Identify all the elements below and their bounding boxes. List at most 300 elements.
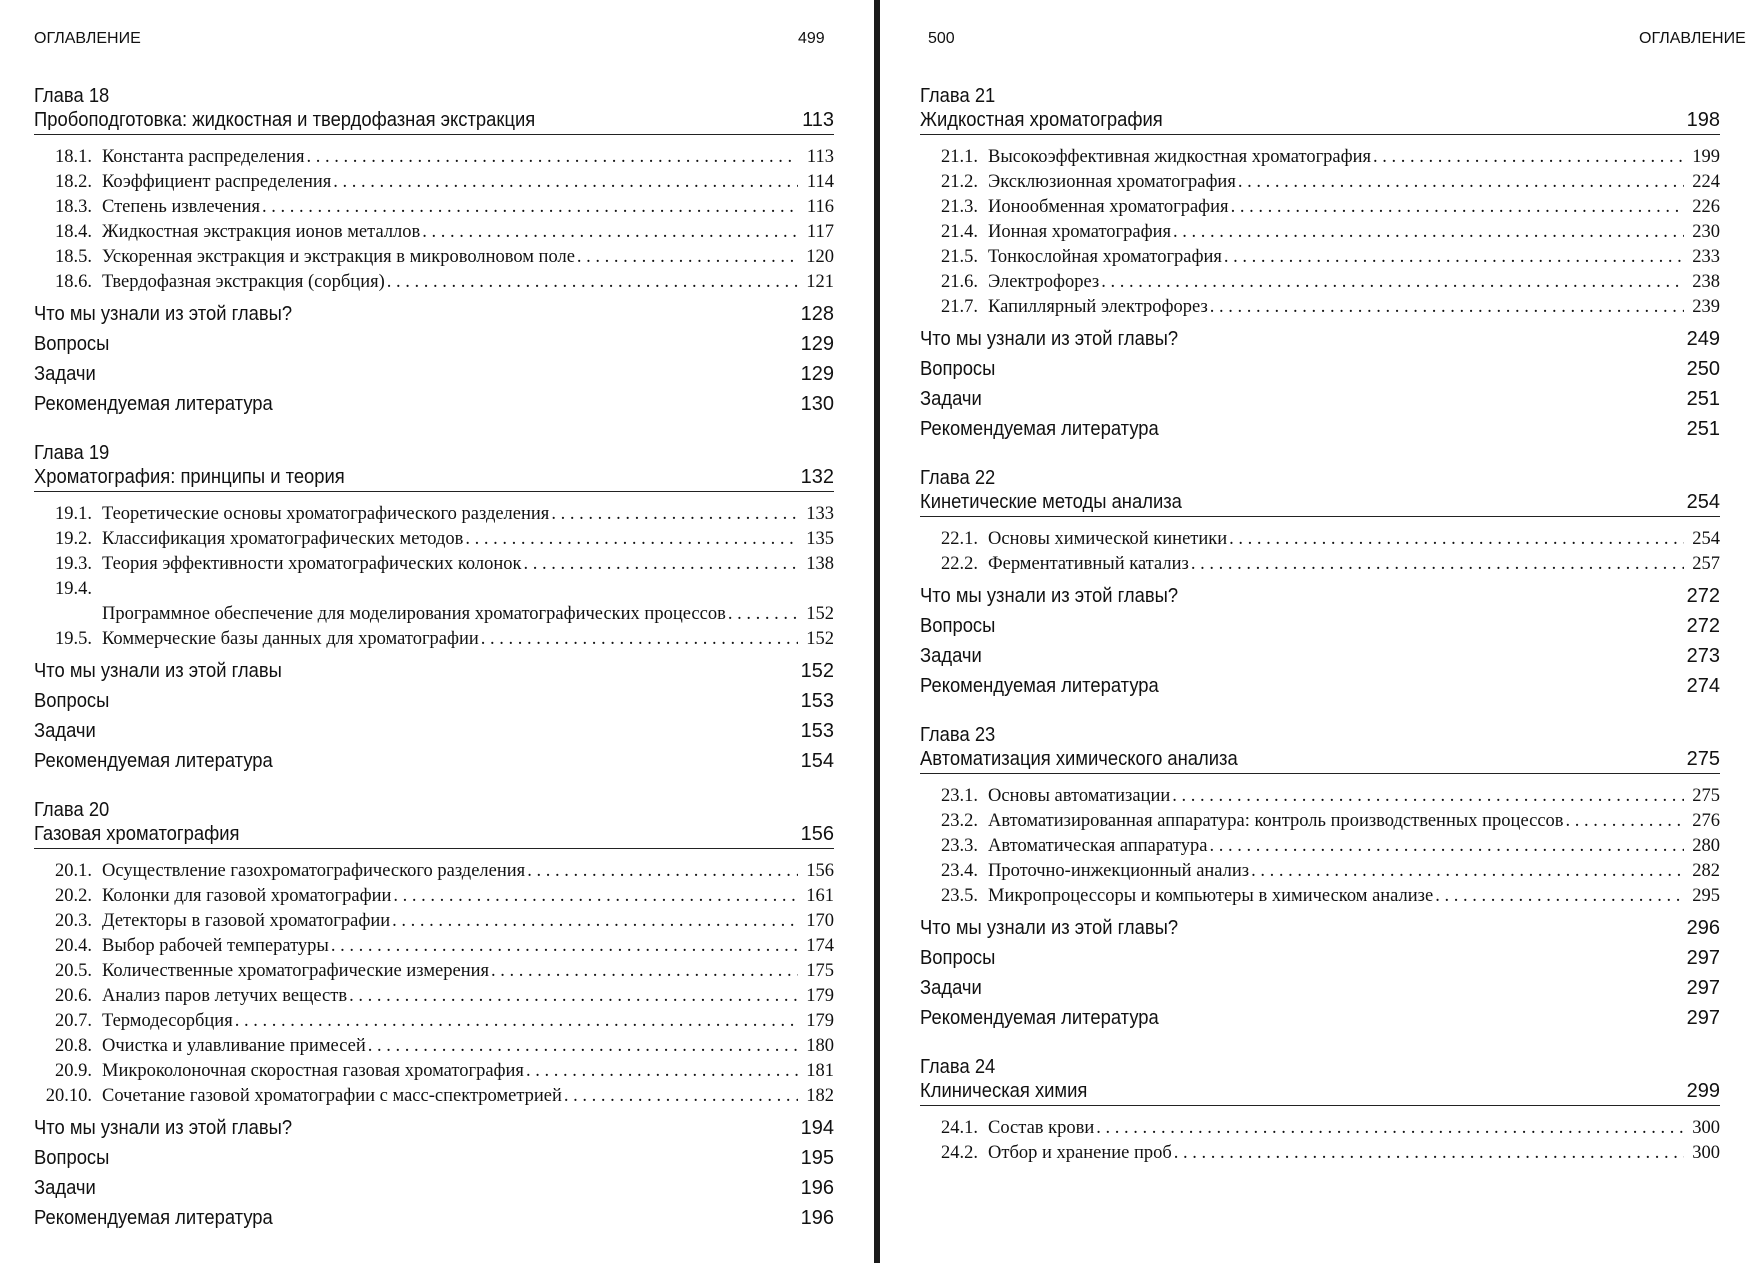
dot-leader (387, 270, 798, 295)
toc-entry[interactable] (34, 577, 834, 627)
toc-entry[interactable] (34, 1084, 834, 1109)
toc-entry[interactable] (920, 220, 1720, 245)
entry-title: Степень извлечения (102, 197, 260, 217)
extra-page: 128 (800, 303, 834, 325)
entry-page: 120 (806, 247, 834, 267)
chapter-heading[interactable] (920, 108, 1720, 135)
toc-chapter (34, 441, 834, 776)
entry-title: Капиллярный электрофорез (988, 297, 1208, 317)
dot-leader (728, 602, 798, 627)
extra-page: 196 (800, 1207, 834, 1229)
toc-entry[interactable] (34, 934, 834, 959)
entry-number: 20.7. (55, 1011, 92, 1031)
extra-title: Что мы узнали из этой главы? (34, 1117, 293, 1139)
chapter-extra-item[interactable] (920, 641, 1720, 671)
section-list (34, 502, 834, 652)
extra-page: 129 (800, 333, 834, 355)
toc-entry[interactable] (920, 552, 1720, 577)
chapter-page: 299 (1686, 1080, 1720, 1102)
toc-entry[interactable] (34, 884, 834, 909)
entry-title: Микропроцессоры и компьютеры в химическом анализе (988, 886, 1434, 906)
chapter-title: Клиническая химия (920, 1080, 1088, 1102)
entry-number: 20.6. (55, 986, 92, 1006)
chapter-label: Глава 22 (920, 467, 996, 489)
section-list (920, 1116, 1720, 1166)
entry-page: 135 (806, 529, 834, 549)
dot-leader (1251, 859, 1684, 884)
chapter-extra-item[interactable] (34, 1113, 834, 1143)
chapter-extra-item[interactable] (34, 1143, 834, 1173)
chapter-heading[interactable] (920, 1079, 1720, 1106)
entry-number: 22.1. (941, 529, 978, 549)
entry-title: Константа распределения (102, 147, 305, 167)
entry-page: 181 (806, 1061, 834, 1081)
entry-title: Отбор и хранение проб (988, 1143, 1172, 1163)
toc-content (34, 84, 834, 1255)
entry-number: 23.4. (941, 861, 978, 881)
entry-title: Основы автоматизации (988, 786, 1171, 806)
extra-title: Задачи (34, 363, 96, 385)
extra-page: 272 (1686, 585, 1720, 607)
entry-page: 174 (806, 936, 834, 956)
toc-entry[interactable] (920, 270, 1720, 295)
extra-page: 251 (1686, 388, 1720, 410)
dot-leader (1373, 145, 1684, 170)
entry-title: Детекторы в газовой хроматографии (102, 911, 391, 931)
extra-page: 194 (800, 1117, 834, 1139)
section-list (34, 859, 834, 1109)
dot-leader (1209, 834, 1684, 859)
dot-leader (465, 527, 798, 552)
chapter-extra-item[interactable] (34, 329, 834, 359)
toc-chapter (920, 84, 1720, 444)
toc-chapter (34, 84, 834, 419)
entry-number: 20.9. (55, 1061, 92, 1081)
dot-leader (527, 859, 798, 884)
entry-title: Коммерческие базы данных для хроматографии (102, 629, 479, 649)
dot-leader (526, 1059, 798, 1084)
extra-page: 297 (1686, 1007, 1720, 1029)
dot-leader (1172, 784, 1684, 809)
entry-number: 21.2. (941, 172, 978, 192)
entry-title: Эксклюзионная хроматография (988, 172, 1236, 192)
dot-leader (349, 984, 798, 1009)
toc-chapter (920, 1055, 1720, 1166)
entry-page: 121 (806, 272, 834, 292)
extra-page: 129 (800, 363, 834, 385)
dot-leader (368, 1034, 798, 1059)
entry-page: 116 (806, 197, 834, 217)
extra-title: Задачи (34, 1177, 96, 1199)
extra-page: 153 (800, 720, 834, 742)
entry-title: Состав крови (988, 1118, 1095, 1138)
extra-title: Что мы узнали из этой главы? (920, 328, 1179, 350)
right-page (880, 0, 1746, 1263)
toc-entry[interactable] (34, 145, 834, 170)
chapter-label: Глава 24 (920, 1056, 996, 1078)
entry-number: 21.7. (941, 297, 978, 317)
extra-page: 273 (1686, 645, 1720, 667)
entry-page: 152 (806, 629, 834, 649)
extra-title: Вопросы (920, 358, 996, 380)
extra-title: Задачи (920, 977, 982, 999)
dot-leader (235, 1009, 798, 1034)
chapter-extra-item[interactable] (34, 746, 834, 776)
entry-number: 22.2. (941, 554, 978, 574)
extra-title: Что мы узнали из этой главы? (34, 303, 293, 325)
dot-leader (564, 1084, 798, 1109)
entry-title: Теоретические основы хроматографического разделения (102, 504, 550, 524)
entry-number: 19.2. (55, 529, 92, 549)
entry-page: 300 (1692, 1118, 1720, 1138)
chapter-extra-item[interactable] (920, 414, 1720, 444)
extra-page: 250 (1686, 358, 1720, 380)
chapter-label: Глава 23 (920, 724, 996, 746)
chapter-extra-item[interactable] (34, 716, 834, 746)
toc-entry[interactable] (34, 170, 834, 195)
chapter-extra-item[interactable] (920, 973, 1720, 1003)
chapter-extra-item[interactable] (920, 1003, 1720, 1033)
extra-page: 195 (800, 1147, 834, 1169)
entry-number: 23.3. (941, 836, 978, 856)
toc-content (920, 84, 1720, 1188)
extra-title: Что мы узнали из этой главы? (920, 585, 1179, 607)
chapter-extra-item[interactable] (34, 359, 834, 389)
chapter-extra-item[interactable] (920, 913, 1720, 943)
dot-leader (1231, 195, 1684, 220)
entry-page: 138 (806, 554, 834, 574)
entry-number: 24.1. (941, 1118, 978, 1138)
toc-chapter (920, 466, 1720, 701)
section-list (920, 527, 1720, 577)
page-number: 500 (928, 30, 955, 47)
chapter-extra-item[interactable] (920, 354, 1720, 384)
chapter-heading[interactable] (34, 822, 834, 849)
toc-entry[interactable] (920, 1116, 1720, 1141)
extra-title: Вопросы (920, 947, 996, 969)
entry-page: 133 (806, 504, 834, 524)
entry-title: Электрофорез (988, 272, 1100, 292)
extra-page: 297 (1686, 947, 1720, 969)
toc-entry[interactable] (920, 884, 1720, 909)
extra-title: Вопросы (920, 615, 996, 637)
dot-leader (1191, 552, 1684, 577)
entry-page: 170 (806, 911, 834, 931)
extra-title: Рекомендуемая литература (920, 418, 1159, 440)
entry-number: 19.1. (55, 504, 92, 524)
entry-title: Классификация хроматографических методов (102, 529, 464, 549)
toc-entry[interactable] (920, 295, 1720, 320)
extra-title: Вопросы (34, 1147, 110, 1169)
dot-leader (577, 245, 798, 270)
toc-entry[interactable] (34, 220, 834, 245)
entry-number: 24.2. (941, 1143, 978, 1163)
entry-title: Автоматизированная аппаратура: контроль производственных процессов (988, 811, 1564, 831)
chapter-title: Хроматография: принципы и теория (34, 466, 345, 488)
chapter-page: 198 (1686, 109, 1720, 131)
chapter-label: Глава 20 (34, 799, 110, 821)
extra-title: Рекомендуемая литература (34, 750, 273, 772)
chapter-title: Газовая хроматография (34, 823, 240, 845)
chapter-label: Глава 21 (920, 85, 996, 107)
extra-title: Рекомендуемая литература (34, 393, 273, 415)
extra-page: 154 (800, 750, 834, 772)
toc-entry[interactable] (920, 784, 1720, 809)
extra-page: 272 (1686, 615, 1720, 637)
extra-page: 152 (800, 660, 834, 682)
chapter-heading[interactable] (920, 490, 1720, 517)
toc-entry[interactable] (34, 909, 834, 934)
toc-entry[interactable] (920, 809, 1720, 834)
section-list (920, 145, 1720, 320)
chapter-extra-item[interactable] (920, 581, 1720, 611)
chapter-heading[interactable] (34, 465, 834, 492)
chapter-extra-item[interactable] (34, 656, 834, 686)
extra-title: Рекомендуемая литература (920, 1007, 1159, 1029)
toc-entry[interactable] (34, 859, 834, 884)
entry-number: 20.10. (45, 1086, 92, 1106)
toc-entry[interactable] (34, 1034, 834, 1059)
chapter-extra-item[interactable] (920, 384, 1720, 414)
entry-page: 280 (1692, 836, 1720, 856)
chapter-page: 132 (800, 466, 834, 488)
extra-page: 297 (1686, 977, 1720, 999)
entry-title: Ионообменная хроматография (988, 197, 1229, 217)
entry-number: 19.3. (55, 554, 92, 574)
toc-chapter (34, 798, 834, 1233)
entry-title: Основы химической кинетики (988, 529, 1228, 549)
toc-chapter (920, 723, 1720, 1033)
chapter-page: 254 (1686, 491, 1720, 513)
section-list (920, 784, 1720, 909)
entry-page: 254 (1692, 529, 1720, 549)
extra-title: Что мы узнали из этой главы (34, 660, 282, 682)
extra-title: Вопросы (34, 690, 110, 712)
entry-number: 23.1. (941, 786, 978, 806)
entry-page: 175 (806, 961, 834, 981)
toc-entry[interactable] (34, 627, 834, 652)
entry-number: 19.5. (55, 629, 92, 649)
entry-page: 224 (1692, 172, 1720, 192)
toc-entry[interactable] (920, 1141, 1720, 1166)
entry-page: 161 (806, 886, 834, 906)
chapter-heading[interactable] (34, 108, 834, 135)
dot-leader (1096, 1116, 1684, 1141)
entry-title: Программное обеспечение для моделирования хроматографических процессов (102, 604, 726, 624)
entry-title: Проточно-инжекционный анализ (988, 861, 1250, 881)
dot-leader (307, 145, 798, 170)
entry-page: 230 (1692, 222, 1720, 242)
entry-title: Выбор рабочей температуры (102, 936, 329, 956)
extra-title: Задачи (920, 645, 982, 667)
toc-entry[interactable] (920, 859, 1720, 884)
entry-title: Количественные хроматографические измерения (102, 961, 490, 981)
entry-title: Тонкослойная хроматография (988, 247, 1222, 267)
entry-number: 18.3. (55, 197, 92, 217)
extra-page: 153 (800, 690, 834, 712)
dot-leader (1173, 220, 1684, 245)
extra-title: Рекомендуемая литература (34, 1207, 273, 1229)
page-number: 499 (798, 30, 825, 47)
entry-page: 295 (1692, 886, 1720, 906)
entry-title: Сочетание газовой хроматографии с масс-спектрометрией (102, 1086, 562, 1106)
extra-page: 296 (1686, 917, 1720, 939)
chapter-page: 113 (802, 109, 834, 131)
entry-number: 21.6. (941, 272, 978, 292)
entry-title: Автоматическая аппаратура (988, 836, 1208, 856)
toc-entry[interactable] (920, 170, 1720, 195)
extra-page: 249 (1686, 328, 1720, 350)
entry-title: Очистка и улавливание примесей (102, 1036, 366, 1056)
chapter-extra-item[interactable] (34, 389, 834, 419)
dot-leader (1238, 170, 1684, 195)
entry-number: 20.8. (55, 1036, 92, 1056)
entry-page: 238 (1692, 272, 1720, 292)
chapter-heading[interactable] (920, 747, 1720, 774)
chapter-extra-item[interactable] (34, 1173, 834, 1203)
extra-title: Вопросы (34, 333, 110, 355)
dot-leader (392, 909, 798, 934)
toc-entry[interactable] (920, 527, 1720, 552)
entry-page: 257 (1692, 554, 1720, 574)
dot-leader (331, 934, 798, 959)
entry-number: 18.1. (55, 147, 92, 167)
extra-page: 130 (800, 393, 834, 415)
chapter-label: Глава 18 (34, 85, 110, 107)
chapter-label: Глава 19 (34, 442, 110, 464)
dot-leader (1435, 884, 1684, 909)
dot-leader (551, 502, 798, 527)
running-head-section: ОГЛАВЛЕНИЕ (34, 30, 141, 47)
entry-page: 275 (1692, 786, 1720, 806)
entry-number: 18.4. (55, 222, 92, 242)
entry-page: 300 (1692, 1143, 1720, 1163)
entry-page: 113 (806, 147, 834, 167)
chapter-extra-item[interactable] (920, 324, 1720, 354)
toc-entry[interactable] (34, 1059, 834, 1084)
extra-title: Задачи (920, 388, 982, 410)
toc-entry[interactable] (34, 270, 834, 295)
entry-title: Жидкостная экстракция ионов металлов (102, 222, 421, 242)
chapter-extra-item[interactable] (920, 943, 1720, 973)
entry-page: 276 (1692, 811, 1720, 831)
extra-title: Задачи (34, 720, 96, 742)
toc-entry[interactable] (34, 552, 834, 577)
dot-leader (1174, 1141, 1684, 1166)
entry-page: 282 (1692, 861, 1720, 881)
entry-number: 21.3. (941, 197, 978, 217)
toc-entry[interactable] (920, 145, 1720, 170)
section-list (34, 145, 834, 295)
dot-leader (1224, 245, 1684, 270)
dot-leader (1210, 295, 1684, 320)
extra-page: 196 (800, 1177, 834, 1199)
toc-entry[interactable] (34, 502, 834, 527)
entry-number: 20.4. (55, 936, 92, 956)
toc-entry[interactable] (34, 527, 834, 552)
entry-number: 19.4. (55, 579, 92, 599)
entry-title: Теория эффективности хроматографических колонок (102, 554, 522, 574)
running-head-section: ОГЛАВЛЕНИЕ (1639, 30, 1746, 47)
entry-title: Коэффициент распределения (102, 172, 332, 192)
entry-page: 156 (806, 861, 834, 881)
dot-leader (262, 195, 798, 220)
entry-page: 179 (806, 1011, 834, 1031)
entry-page: 239 (1692, 297, 1720, 317)
extra-page: 274 (1686, 675, 1720, 697)
entry-title: Высокоэффективная жидкостная хроматография (988, 147, 1372, 167)
chapter-extra-item[interactable] (34, 686, 834, 716)
entry-title: Колонки для газовой хроматографии (102, 886, 392, 906)
dot-leader (491, 959, 798, 984)
entry-number: 20.3. (55, 911, 92, 931)
toc-entry[interactable] (34, 1009, 834, 1034)
extra-title: Что мы узнали из этой главы? (920, 917, 1179, 939)
entry-number: 18.5. (55, 247, 92, 267)
entry-page: 117 (806, 222, 834, 242)
toc-entry[interactable] (34, 984, 834, 1009)
entry-title: Ферментативный катализ (988, 554, 1189, 574)
entry-page: 179 (806, 986, 834, 1006)
chapter-extra-item[interactable] (34, 1203, 834, 1233)
toc-entry[interactable] (34, 245, 834, 270)
entry-number: 20.1. (55, 861, 92, 881)
entry-page: 233 (1692, 247, 1720, 267)
entry-page: 114 (806, 172, 834, 192)
toc-entry[interactable] (34, 959, 834, 984)
chapter-page: 156 (800, 823, 834, 845)
toc-entry[interactable] (920, 834, 1720, 859)
chapter-title: Автоматизация химического анализа (920, 748, 1238, 770)
dot-leader (393, 884, 798, 909)
chapter-title: Жидкостная хроматография (920, 109, 1163, 131)
chapter-title: Пробоподготовка: жидкостная и твердофазная экстракция (34, 109, 536, 131)
entry-number: 23.2. (941, 811, 978, 831)
dot-leader (333, 170, 798, 195)
chapter-extra-item[interactable] (34, 299, 834, 329)
toc-entry[interactable] (920, 195, 1720, 220)
toc-entry[interactable] (34, 195, 834, 220)
entry-number: 21.5. (941, 247, 978, 267)
entry-number: 18.6. (55, 272, 92, 292)
entry-page: 180 (806, 1036, 834, 1056)
entry-number: 21.4. (941, 222, 978, 242)
entry-number: 18.2. (55, 172, 92, 192)
entry-page: 226 (1692, 197, 1720, 217)
toc-entry[interactable] (920, 245, 1720, 270)
chapter-page: 275 (1686, 748, 1720, 770)
extra-title: Рекомендуемая литература (920, 675, 1159, 697)
chapter-extra-item[interactable] (920, 671, 1720, 701)
entry-title: Твердофазная экстракция (сорбция) (102, 272, 385, 292)
entry-number: 23.5. (941, 886, 978, 906)
chapter-title: Кинетические методы анализа (920, 491, 1182, 513)
entry-title: Ионная хроматография (988, 222, 1172, 242)
dot-leader (481, 627, 798, 652)
chapter-extra-item[interactable] (920, 611, 1720, 641)
entry-page: 152 (806, 604, 834, 624)
entry-page: 182 (806, 1086, 834, 1106)
entry-title: Анализ паров летучих веществ (102, 986, 348, 1006)
dot-leader (1101, 270, 1684, 295)
entry-title: Термодесорбция (102, 1011, 233, 1031)
entry-title: Ускоренная экстракция и экстракция в микроволновом поле (102, 247, 575, 267)
entry-number: 20.5. (55, 961, 92, 981)
dot-leader (1229, 527, 1684, 552)
dot-leader (524, 552, 798, 577)
dot-leader (1566, 809, 1684, 834)
entry-title: Микроколоночная скоростная газовая хроматография (102, 1061, 524, 1081)
